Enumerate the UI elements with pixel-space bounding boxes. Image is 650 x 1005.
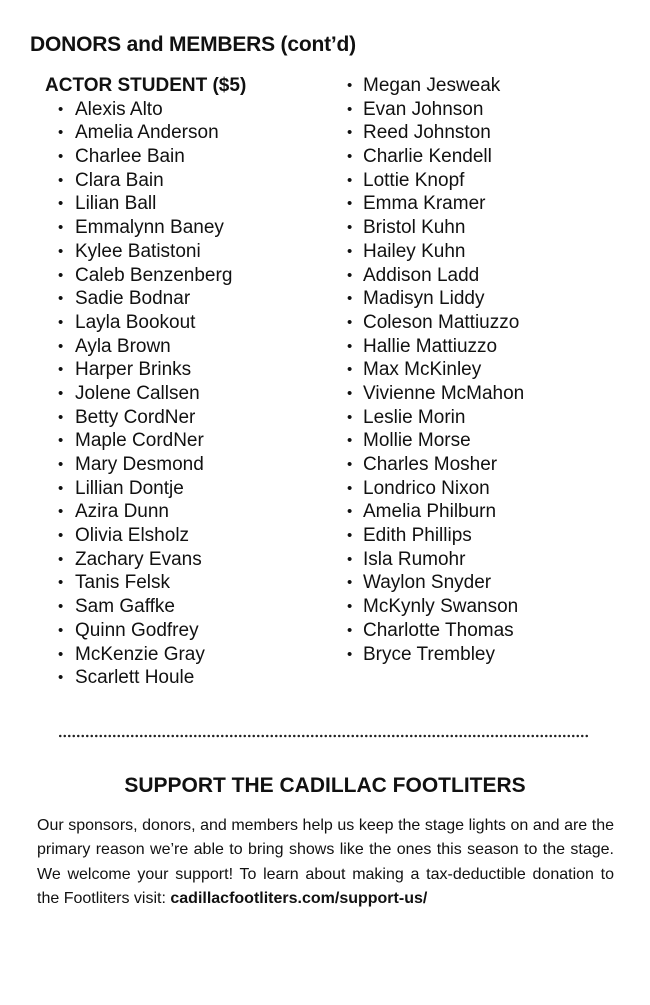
bullet-icon: • bbox=[347, 598, 353, 616]
name-list-item bbox=[45, 98, 246, 122]
name-list-item bbox=[45, 619, 246, 643]
name-list-item bbox=[345, 571, 524, 595]
member-name: Mary Desmond bbox=[75, 454, 204, 475]
name-list-item bbox=[45, 145, 246, 169]
member-name: Reed Johnston bbox=[363, 122, 491, 144]
name-list-item bbox=[45, 477, 246, 501]
member-name: Ayla Brown bbox=[75, 335, 171, 357]
bullet-icon: • bbox=[58, 171, 64, 189]
bullet-icon: • bbox=[347, 621, 353, 639]
bullet-icon: • bbox=[347, 550, 353, 568]
name-list-item bbox=[45, 192, 246, 216]
bullet-icon: • bbox=[58, 598, 64, 616]
member-name: Amelia Anderson bbox=[75, 122, 219, 144]
bullet-icon: • bbox=[347, 527, 353, 545]
member-name: McKynly Swanson bbox=[363, 596, 519, 618]
member-name: Scarlett Houle bbox=[75, 667, 195, 689]
bullet-icon: • bbox=[58, 361, 64, 379]
name-list-item bbox=[45, 571, 246, 595]
member-name: Charlotte Thomas bbox=[363, 619, 514, 641]
name-list-item bbox=[345, 311, 524, 335]
bullet-icon: • bbox=[58, 432, 64, 450]
bullet-icon: • bbox=[347, 384, 353, 402]
bullet-icon: • bbox=[347, 266, 353, 284]
bullet-icon: • bbox=[347, 313, 353, 331]
bullet-icon: • bbox=[347, 408, 353, 426]
member-name: Sam Gaffke bbox=[75, 596, 175, 618]
bullet-icon: • bbox=[347, 77, 353, 94]
member-name: Hallie Mattiuzzo bbox=[363, 335, 498, 357]
name-list-item bbox=[45, 500, 246, 524]
names-list-right bbox=[345, 74, 524, 666]
support-paragraph bbox=[37, 814, 614, 911]
name-list-item bbox=[345, 643, 524, 667]
member-name: Charlie Kendell bbox=[363, 146, 492, 168]
dotted-divider bbox=[58, 734, 590, 738]
bullet-icon: • bbox=[347, 124, 353, 142]
name-list-item bbox=[345, 74, 524, 98]
name-list-item bbox=[45, 240, 246, 264]
support-title: SUPPORT THE CADILLAC FOOTLITERS bbox=[124, 774, 526, 797]
bullet-icon: • bbox=[347, 171, 353, 189]
name-list-item bbox=[345, 595, 524, 619]
name-list-item bbox=[345, 240, 524, 264]
member-name: Max McKinley bbox=[363, 359, 482, 381]
support-link[interactable]: cadillacfootliters.com/support-us/ bbox=[170, 889, 428, 907]
member-name: Madisyn Liddy bbox=[363, 288, 485, 310]
name-list-item bbox=[45, 335, 246, 359]
name-list-item bbox=[345, 548, 524, 572]
bullet-icon: • bbox=[347, 574, 353, 592]
member-name: Hailey Kuhn bbox=[363, 240, 466, 262]
name-list-item bbox=[345, 287, 524, 311]
page-heading: DONORS and MEMBERS (cont’d) bbox=[30, 33, 356, 56]
name-list-item bbox=[345, 429, 524, 453]
bullet-icon: • bbox=[58, 503, 64, 521]
member-name: Bryce Trembley bbox=[363, 643, 495, 665]
member-name: Addison Ladd bbox=[363, 264, 480, 286]
member-name: Megan Jesweak bbox=[363, 75, 501, 96]
name-list-item bbox=[345, 169, 524, 193]
bullet-icon: • bbox=[347, 337, 353, 355]
member-name: Azira Dunn bbox=[75, 501, 169, 523]
bullet-icon: • bbox=[58, 384, 64, 402]
bullet-icon: • bbox=[58, 337, 64, 355]
bullet-icon: • bbox=[58, 266, 64, 284]
member-name: Tanis Felsk bbox=[75, 572, 171, 594]
bullet-icon: • bbox=[58, 456, 64, 473]
bullet-icon: • bbox=[58, 242, 64, 260]
name-list-item bbox=[45, 643, 246, 667]
member-name: Coleson Mattiuzzo bbox=[363, 311, 520, 333]
bullet-icon: • bbox=[58, 621, 64, 639]
member-name: Lillian Dontje bbox=[75, 477, 184, 499]
bullet-icon: • bbox=[58, 574, 64, 592]
name-list-item bbox=[345, 524, 524, 548]
bullet-icon: • bbox=[347, 195, 353, 213]
names-column-right bbox=[345, 74, 524, 666]
member-name: Londrico Nixon bbox=[363, 477, 490, 499]
names-column-left bbox=[45, 74, 246, 690]
bullet-icon: • bbox=[58, 124, 64, 142]
name-list-item bbox=[45, 666, 246, 690]
bullet-icon: • bbox=[58, 219, 64, 237]
name-list-item bbox=[345, 264, 524, 288]
name-list-item bbox=[345, 619, 524, 643]
member-name: Evan Johnson bbox=[363, 98, 484, 120]
name-list-item bbox=[45, 548, 246, 572]
member-name: Isla Rumohr bbox=[363, 548, 466, 570]
member-name: Edith Phillips bbox=[363, 525, 472, 547]
member-name: Mollie Morse bbox=[363, 430, 471, 452]
bullet-icon: • bbox=[58, 645, 64, 663]
name-list-item bbox=[345, 358, 524, 382]
name-list-item bbox=[45, 264, 246, 288]
member-name: Clara Bain bbox=[75, 169, 164, 191]
bullet-icon: • bbox=[58, 669, 64, 687]
member-name: Kylee Batistoni bbox=[75, 240, 201, 262]
member-name: Olivia Elsholz bbox=[75, 525, 190, 547]
member-name: Alexis Alto bbox=[75, 98, 163, 120]
bullet-icon: • bbox=[347, 361, 353, 379]
name-list-item bbox=[345, 216, 524, 240]
name-list-item bbox=[345, 382, 524, 406]
name-list-item bbox=[45, 406, 246, 430]
bullet-icon: • bbox=[347, 432, 353, 450]
member-name: Harper Brinks bbox=[75, 359, 192, 381]
member-name: Amelia Philburn bbox=[363, 501, 497, 523]
member-name: Layla Bookout bbox=[75, 311, 196, 333]
name-list-item bbox=[345, 406, 524, 430]
name-list-item bbox=[45, 121, 246, 145]
name-list-item bbox=[345, 335, 524, 359]
bullet-icon: • bbox=[58, 479, 64, 497]
bullet-icon: • bbox=[347, 645, 353, 663]
member-name: Charles Mosher bbox=[363, 454, 498, 475]
name-list-item bbox=[45, 453, 246, 477]
member-name: Emma Kramer bbox=[363, 193, 486, 215]
name-list-item bbox=[345, 145, 524, 169]
name-list-item bbox=[345, 500, 524, 524]
bullet-icon: • bbox=[347, 479, 353, 497]
category-heading: ACTOR STUDENT ($5) bbox=[45, 75, 247, 96]
member-name: Betty CordNer bbox=[75, 406, 196, 428]
bullet-icon: • bbox=[347, 290, 353, 308]
bullet-icon: • bbox=[347, 456, 353, 473]
bullet-icon: • bbox=[58, 527, 64, 545]
member-name: Emmalynn Baney bbox=[75, 217, 224, 239]
name-list-item bbox=[345, 453, 524, 477]
name-list-item bbox=[45, 169, 246, 193]
name-list-item bbox=[45, 311, 246, 335]
name-list-item bbox=[345, 121, 524, 145]
name-list-item bbox=[345, 477, 524, 501]
member-name: Jolene Callsen bbox=[75, 382, 200, 404]
member-name: Sadie Bodnar bbox=[75, 288, 191, 310]
member-name: Leslie Morin bbox=[363, 406, 466, 428]
bullet-icon: • bbox=[347, 219, 353, 237]
member-name: Zachary Evans bbox=[75, 548, 202, 570]
member-name: Maple CordNer bbox=[75, 430, 204, 452]
bullet-icon: • bbox=[58, 148, 64, 166]
name-list-item bbox=[345, 192, 524, 216]
member-name: Vivienne McMahon bbox=[363, 382, 525, 404]
member-name: Lilian Ball bbox=[75, 193, 157, 215]
member-name: Lottie Knopf bbox=[363, 169, 465, 191]
bullet-icon: • bbox=[347, 148, 353, 166]
member-name: Quinn Godfrey bbox=[75, 619, 199, 641]
name-list-item bbox=[45, 358, 246, 382]
member-name: Charlee Bain bbox=[75, 146, 185, 168]
member-name: Caleb Benzenberg bbox=[75, 264, 233, 286]
bullet-icon: • bbox=[347, 242, 353, 260]
bullet-icon: • bbox=[347, 100, 353, 118]
bullet-icon: • bbox=[347, 503, 353, 521]
bullet-icon: • bbox=[58, 408, 64, 426]
name-list-item bbox=[45, 287, 246, 311]
support-text: Our sponsors, donors, and members help us keep the stage lights on and are the primary reason we’re able to bring shows like the ones this season to the stage. We welcome your support! To learn about making a tax-deductible donation to the Footliters visit: bbox=[37, 817, 614, 907]
bullet-icon: • bbox=[58, 100, 64, 118]
bullet-icon: • bbox=[58, 290, 64, 308]
bullet-icon: • bbox=[58, 313, 64, 331]
member-name: Waylon Snyder bbox=[363, 572, 492, 594]
name-list-item bbox=[45, 382, 246, 406]
name-list-item bbox=[45, 595, 246, 619]
member-name: Bristol Kuhn bbox=[363, 217, 466, 239]
names-list-left bbox=[45, 98, 246, 690]
name-list-item bbox=[45, 216, 246, 240]
bullet-icon: • bbox=[58, 550, 64, 568]
name-list-item bbox=[345, 98, 524, 122]
member-name: McKenzie Gray bbox=[75, 643, 205, 665]
name-list-item bbox=[45, 524, 246, 548]
name-list-item bbox=[45, 429, 246, 453]
bullet-icon: • bbox=[58, 195, 64, 213]
